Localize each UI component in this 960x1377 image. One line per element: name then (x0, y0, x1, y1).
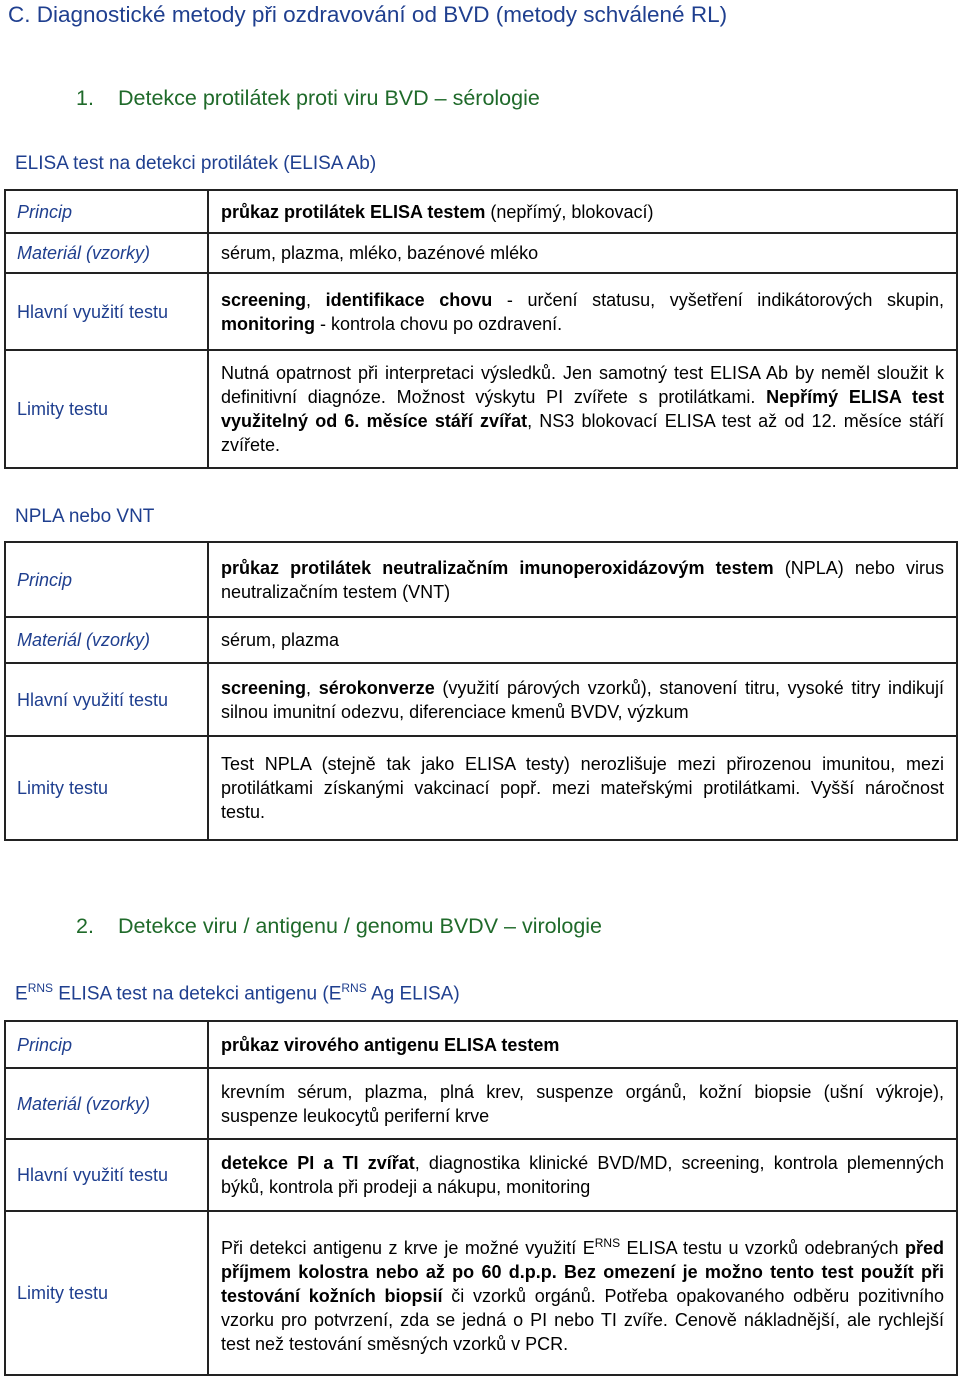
npla-table (4, 541, 958, 841)
row-content: krevním sérum, plazma, plná krev, suspenze orgánů, kožní biopsie (ušní výkroje), suspenze leukocytů periferní krve (208, 1068, 957, 1139)
table-row (5, 1068, 957, 1139)
section-1-number: 1. (76, 86, 94, 110)
table-row (5, 663, 957, 736)
row-label-material: Materiál (vzorky) (5, 1068, 208, 1139)
section-2-title: Detekce viru / antigenu / genomu BVDV – virologie (118, 914, 603, 938)
table-row (5, 350, 957, 468)
row-label-princip: Princip (5, 190, 208, 233)
row-content: Test NPLA (stejně tak jako ELISA testy) nerozlišuje mezi přirozenou imunitou, mezi protilátkami získanými vakcinací popř. mezi mateřskými protilátkami. Vyšší náročnost testu. (208, 736, 957, 840)
row-label-material: Materiál (vzorky) (5, 617, 208, 663)
row-label-use: Hlavní využití testu (5, 663, 208, 736)
section-c-title: C. Diagnostické metody při ozdravování od BVD (metody schválené RL) (8, 2, 728, 27)
table-row (5, 736, 957, 840)
row-content: průkaz protilátek neutralizačním imunoperoxidázovým testem (NPLA) nebo virus neutralizačním testem (VNT) (208, 542, 957, 617)
row-label-material: Materiál (vzorky) (5, 233, 208, 273)
table-row (5, 233, 957, 273)
row-content: screening, identifikace chovu - určení statusu, vyšetření indikátorových skupin, monitoring - kontrola chovu po ozdravení. (208, 273, 957, 350)
row-label-limits: Limity testu (5, 1211, 208, 1375)
row-label-use: Hlavní využití testu (5, 1139, 208, 1211)
erns-table (4, 1020, 958, 1376)
table-row (5, 1139, 957, 1211)
section-1-title: Detekce protilátek proti viru BVD – sérologie (118, 86, 540, 110)
section-2-heading (76, 914, 602, 939)
row-label-limits: Limity testu (5, 736, 208, 840)
npla-heading: NPLA nebo VNT (15, 506, 155, 527)
row-content: Nutná opatrnost při interpretaci výsledků. Jen samotný test ELISA Ab by neměl sloužit k definitivní diagnóze. Možnost výskytu PI zvířete s protilátkami. Nepřímý ELISA test využitelný od 6. měsíce stáří zvířat, NS3 blokovací ELISA test až od 12. měsíce stáří zvířete. (208, 350, 957, 468)
table-row (5, 542, 957, 617)
row-content: sérum, plazma (208, 617, 957, 663)
row-content: screening, sérokonverze (využití párových vzorků), stanovení titru, vysoké titry indikují silnou imunitní odezvu, diferenciace kmenů BVDV, výzkum (208, 663, 957, 736)
table-row (5, 1211, 957, 1375)
elisa-ab-heading: ELISA test na detekci protilátek (ELISA Ab) (15, 153, 377, 174)
row-content: sérum, plazma, mléko, bazénové mléko (208, 233, 957, 273)
erns-heading: $E^{RNS}$ ELISA test na detekci antigenu ($E^{RNS}$ Ag ELISA) (15, 981, 460, 1005)
elisa-ab-table (4, 189, 958, 469)
row-content: průkaz virového antigenu ELISA testem (208, 1021, 957, 1068)
table-row (5, 617, 957, 663)
row-label-use: Hlavní využití testu (5, 273, 208, 350)
row-label-princip: Princip (5, 1021, 208, 1068)
table-row (5, 273, 957, 350)
row-content: detekce PI a TI zvířat, diagnostika klinické BVD/MD, screening, kontrola plemenných býků, kontrola při prodeji a nákupu, monitoring (208, 1139, 957, 1211)
row-label-princip: Princip (5, 542, 208, 617)
section-1-heading (76, 86, 540, 111)
row-label-limits: Limity testu (5, 350, 208, 468)
row-content: průkaz protilátek ELISA testem (nepřímý, blokovací) (208, 190, 957, 233)
table-row (5, 1021, 957, 1068)
table-row (5, 190, 957, 233)
section-2-number: 2. (76, 914, 94, 938)
row-content: Při detekci antigenu z krve je možné využití $E^{RNS}$ ELISA testu u vzorků odebraných před příjmem kolostra nebo až po 60 d.p.p. Bez omezení je možno tento test použít při testování kožních biopsií či vzorků orgánů. Potřeba opakovaného odběru pozitivního vzorku pro potvrzení, zda se jedná o PI nebo TI zvíře. Cenově nákladnější, ale rychlejší test než testování směsných vzorků v PCR. (208, 1211, 957, 1375)
